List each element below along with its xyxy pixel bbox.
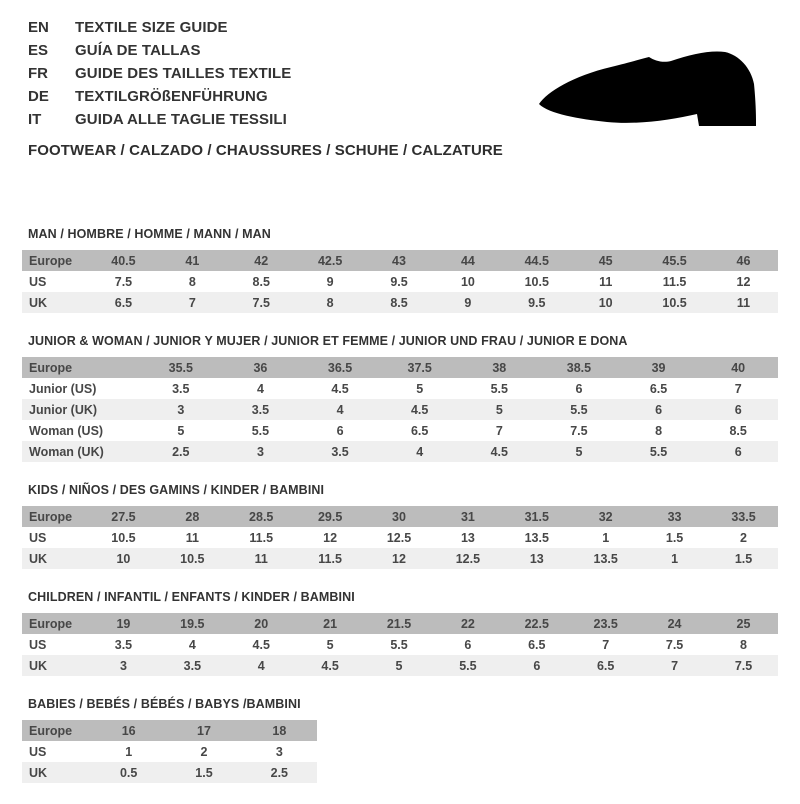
table-row [22,250,778,271]
table-title: MAN / HOMBRE / HOMME / MANN / MAN [28,227,271,241]
size-cell: 4 [257,658,265,673]
size-cell: 6 [336,423,344,438]
size-cell: 10 [598,295,613,310]
size-table-section [22,697,778,783]
size-table [22,720,317,783]
size-cell: 4.5 [410,402,429,417]
size-cell: 12 [736,274,751,289]
size-cell: 8 [740,637,747,652]
row-label: US [29,530,47,545]
size-cell: 7.5 [570,423,588,438]
size-cell: 45 [598,253,613,268]
size-cell: 11.5 [662,274,687,289]
size-cell: 9 [464,295,472,310]
size-table-section [22,227,778,313]
size-cell: 5 [326,637,334,652]
size-cell: 38 [492,360,507,375]
size-cell: 5.5 [459,658,477,673]
size-cell: 45.5 [662,253,687,268]
size-cell: 2 [200,744,208,759]
size-cell: 11 [254,551,268,566]
size-cell: 5.5 [570,402,588,417]
size-cell: 8 [326,295,334,310]
size-cell: 12.5 [455,551,481,566]
row-label: Europe [29,616,73,631]
row-label: UK [29,295,48,310]
size-cell: 25 [736,616,751,631]
size-cell: 3 [256,444,264,459]
size-cell: 6.5 [410,423,429,438]
row-label: US [29,744,47,759]
size-cell: 7.5 [665,637,684,652]
size-cell: 11.5 [318,551,342,566]
size-cell: 6 [734,444,742,459]
size-cell: 10 [116,551,131,566]
table-row [22,655,778,676]
row-label: UK [29,551,48,566]
table-row [22,527,778,548]
size-cell: 40 [731,360,746,375]
size-cell: 22.5 [524,616,549,631]
size-cell: 2.5 [270,765,289,780]
size-cell: 9 [326,274,334,289]
size-cell: 12.5 [386,530,412,545]
size-cell: 13 [529,551,544,566]
language-list [28,16,291,131]
size-cell: 6.5 [114,295,133,310]
size-table-section [22,334,778,462]
category-line: FOOTWEAR / CALZADO / CHAUSSURES / SCHUHE / CALZATURE [28,142,503,159]
language-label: GUIDE DES TAILLES TEXTILE [75,65,292,82]
size-cell: 10.5 [524,274,549,289]
size-cell: 8 [655,423,663,438]
language-row [28,16,291,39]
size-cell: 41 [185,253,200,268]
size-cell: 29.5 [317,509,343,524]
table-row [22,399,778,420]
size-cell: 46 [736,253,751,268]
row-label: Woman (US) [29,423,104,438]
size-cell: 4.5 [252,637,270,652]
table-row [22,548,778,569]
size-cell: 4.5 [490,444,508,459]
size-cell: 13 [460,530,475,545]
table-row [22,613,778,634]
size-cell: 7.5 [114,274,133,289]
size-cell: 3 [177,402,185,417]
size-cell: 2.5 [172,444,190,459]
language-code: IT [28,111,42,128]
size-cell: 5.5 [390,637,408,652]
size-cell: 20 [254,616,269,631]
size-cell: 21.5 [386,616,412,631]
size-cell: 30 [392,509,406,524]
size-cell: 12 [392,551,406,566]
size-cell: 6 [734,402,742,417]
size-cell: 6.5 [596,658,615,673]
size-cell: 27.5 [111,509,136,524]
language-label: GUÍA DE TALLAS [75,42,201,59]
size-cell: 3.5 [331,444,349,459]
language-row [28,39,291,62]
table-row [22,506,778,527]
size-cell: 18 [272,723,287,738]
size-cell: 8.5 [729,423,747,438]
size-cell: 13.5 [524,530,549,545]
size-cell: 36.5 [327,360,353,375]
size-cell: 35.5 [168,360,193,375]
size-cell: 44.5 [524,253,549,268]
size-cell: 3.5 [172,381,190,396]
size-cell: 6.5 [649,381,668,396]
size-cell: 17 [197,723,211,738]
size-tables [22,227,778,804]
table-row [22,441,778,462]
size-cell: 10.5 [111,530,136,545]
size-cell: 5 [416,381,424,396]
size-cell: 6 [655,402,663,417]
size-cell: 3 [119,658,127,673]
size-cell: 3.5 [183,658,202,673]
size-cell: 39 [651,360,666,375]
size-cell: 4 [256,381,264,396]
size-cell: 33.5 [731,509,756,524]
size-cell: 1.5 [734,551,753,566]
row-label: Europe [29,509,73,524]
row-label: Europe [29,360,73,375]
size-cell: 37.5 [407,360,432,375]
size-cell: 6 [575,381,583,396]
size-cell: 4 [188,637,196,652]
size-cell: 11.5 [249,530,274,545]
table-row [22,378,778,399]
size-cell: 36 [253,360,268,375]
size-cell: 38.5 [566,360,592,375]
table-row [22,292,778,313]
dress-shoe-icon [533,42,773,132]
size-cell: 23.5 [593,616,618,631]
size-cell: 11 [599,274,613,289]
size-cell: 3.5 [251,402,270,417]
size-cell: 32 [598,509,613,524]
size-cell: 10.5 [180,551,205,566]
language-label: GUIDA ALLE TAGLIE TESSILI [75,111,287,128]
size-cell: 28.5 [249,509,274,524]
size-cell: 7 [671,658,679,673]
size-cell: 2 [740,530,747,545]
size-cell: 42.5 [317,253,343,268]
size-cell: 5 [395,658,403,673]
language-code: FR [28,65,48,82]
row-label: Junior (US) [29,381,97,396]
size-cell: 7 [495,423,503,438]
row-label: US [29,274,47,289]
size-cell: 6 [533,658,541,673]
size-cell: 5 [177,423,185,438]
size-cell: 6.5 [528,637,546,652]
size-cell: 43 [392,253,406,268]
size-cell: 5.5 [649,444,668,459]
size-cell: 4 [336,402,344,417]
table-title: CHILDREN / INFANTIL / ENFANTS / KINDER / BAMBINI [28,590,355,604]
size-cell: 12 [323,530,338,545]
language-code: DE [28,88,49,105]
row-label: Junior (UK) [29,402,98,417]
size-cell: 19 [116,616,131,631]
language-code: EN [28,19,49,36]
size-table [22,613,778,676]
size-cell: 5.5 [490,381,508,396]
size-cell: 31.5 [524,509,549,524]
size-cell: 8 [188,274,196,289]
size-cell: 4 [416,444,424,459]
table-row [22,762,317,783]
language-row [28,62,291,85]
size-cell: 3.5 [114,637,133,652]
table-row [22,357,778,378]
row-label: Europe [29,253,73,268]
size-table [22,250,778,313]
size-cell: 28 [185,509,200,524]
size-cell: 8.5 [390,295,408,310]
size-cell: 13.5 [593,551,618,566]
row-label: US [29,637,47,652]
size-cell: 31 [460,509,475,524]
row-label: UK [29,658,48,673]
size-cell: 8.5 [252,274,270,289]
size-cell: 1 [671,551,679,566]
size-cell: 1 [125,744,133,759]
language-label: TEXTILE SIZE GUIDE [75,19,228,36]
table-title: BABIES / BEBÉS / BÉBÉS / BABYS /BAMBINI [28,697,301,711]
size-cell: 19.5 [180,616,205,631]
size-cell: 1.5 [195,765,213,780]
table-title: JUNIOR & WOMAN / JUNIOR Y MUJER / JUNIOR ET FEMME / JUNIOR UND FRAU / JUNIOR E DONA [28,334,628,348]
row-label: Woman (UK) [29,444,104,459]
language-label: TEXTILGRÖßENFÜHRUNG [75,88,268,105]
size-cell: 7 [734,381,742,396]
size-cell: 11 [736,295,751,310]
size-cell: 10.5 [662,295,687,310]
size-table-section [22,483,778,569]
size-cell: 22 [460,616,475,631]
row-label: UK [29,765,48,780]
table-row [22,420,778,441]
table-row [22,741,317,762]
table-title: KIDS / NIÑOS / DES GAMINS / KINDER / BAMBINI [28,483,325,497]
size-cell: 7 [602,637,610,652]
table-row [22,720,317,741]
size-cell: 7 [188,295,196,310]
size-cell: 11 [185,530,199,545]
size-cell: 16 [121,723,136,738]
table-row [22,271,778,292]
size-cell: 1 [602,530,610,545]
size-cell: 10 [460,274,475,289]
size-cell: 5 [575,444,583,459]
size-cell: 1.5 [665,530,684,545]
size-cell: 4.5 [331,381,349,396]
table-row [22,634,778,655]
size-cell: 33 [667,509,682,524]
language-row [28,85,291,108]
size-table [22,357,778,462]
language-row [28,108,291,131]
size-cell: 21 [323,616,338,631]
size-cell: 4.5 [321,658,339,673]
size-cell: 7.5 [734,658,753,673]
size-cell: 9.5 [390,274,408,289]
size-cell: 3 [275,744,283,759]
language-code: ES [28,42,49,59]
size-cell: 0.5 [119,765,138,780]
size-cell: 40.5 [111,253,136,268]
size-cell: 9.5 [528,295,546,310]
size-table [22,506,778,569]
size-cell: 6 [464,637,472,652]
size-cell: 24 [667,616,682,631]
size-cell: 7.5 [252,295,270,310]
size-table-section [22,590,778,676]
size-cell: 5.5 [251,423,270,438]
size-cell: 44 [460,253,475,268]
size-cell: 42 [254,253,269,268]
row-label: Europe [29,723,73,738]
size-cell: 5 [495,402,503,417]
